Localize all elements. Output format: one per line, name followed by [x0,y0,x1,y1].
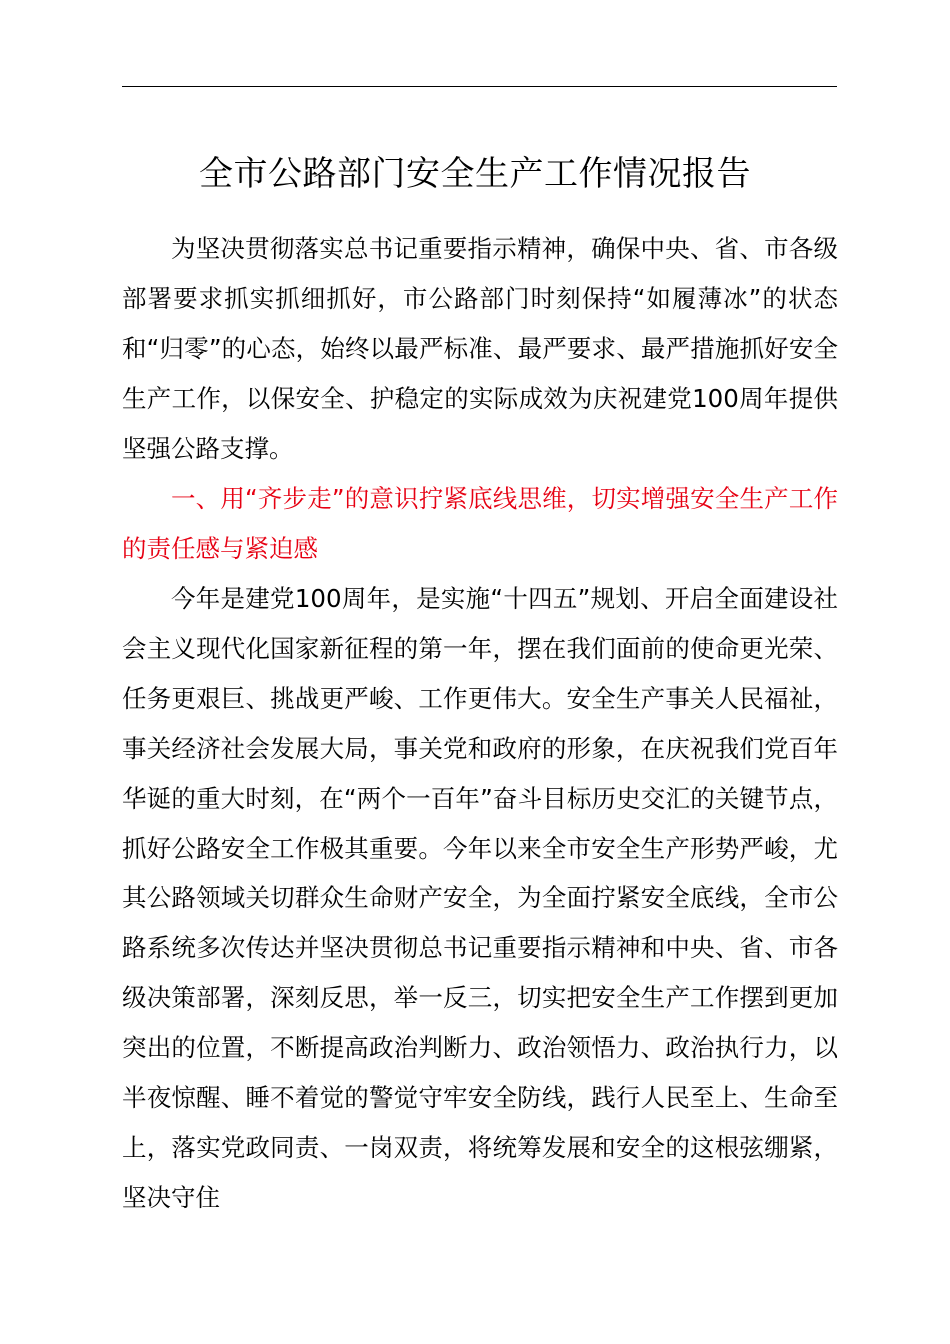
body-paragraph: 今年是建党100周年，是实施“十四五”规划、开启全面建设社会主义现代化国家新征程的第一年，摆在我们面前的使命更光荣、任务更艰巨、挑战更严峻、工作更伟大。安全生产事关人民福祉，事关经济社会发展大局，事关党和政府的形象，在庆祝我们党百年华诞的重大时刻，在“两个一百年”奋斗目标历史交汇的关键节点，抓好公路安全工作极其重要。今年以来全市安全生产形势严峻，尤其公路领域关切群众生命财产安全，为全面拧紧安全底线，全市公路系统多次传达并坚决贯彻总书记重要指示精神和中央、省、市各级决策部署，深刻反思，举一反三，切实把安全生产工作摆到更加突出的位置，不断提高政治判断力、政治领悟力、政治执行力，以半夜惊醒、睡不着觉的警觉守牢安全防线，践行人民至上、生命至上，落实党政同责、一岗双责，将统筹发展和安全的这根弦绷紧，坚决守住 [122,584,838,1212]
intro-paragraph: 为坚决贯彻落实总书记重要指示精神，确保中央、省、市各级部署要求抓实抓细抓好，市公路部门时刻保持“如履薄冰”的状态和“归零”的心态，始终以最严标准、最严要求、最严措施抓好安全生产工作，以保安全、护稳定的实际成效为庆祝建党100周年提供坚强公路支撑。 [122,234,838,463]
header-rule [122,86,837,87]
section-heading: 一、用“齐步走”的意识拧紧底线思维，切实增强安全生产工作的责任感与紧迫感 [122,484,838,563]
document-title: 全市公路部门安全生产工作情况报告 [199,154,751,194]
